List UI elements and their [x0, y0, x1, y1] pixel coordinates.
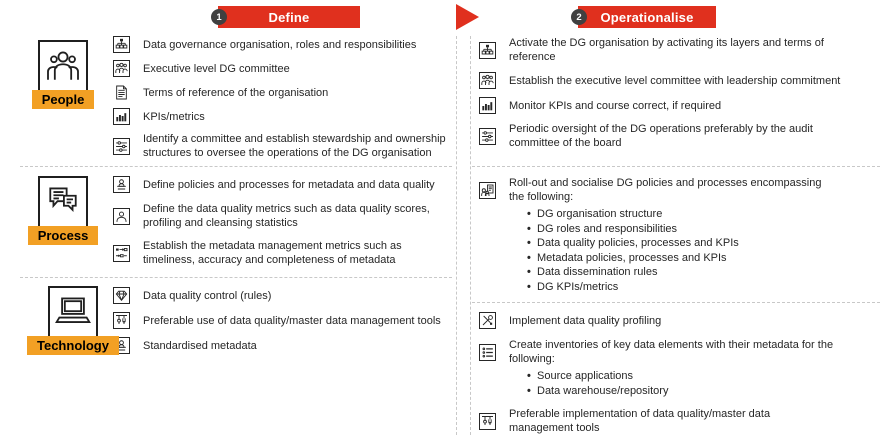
sliders-icon — [113, 138, 130, 155]
bullet-marker: • — [527, 266, 531, 278]
define-technology-section — [113, 287, 455, 354]
sliders-icon — [479, 128, 496, 145]
data-transform-icon — [113, 245, 130, 262]
stamp-icon — [113, 176, 130, 193]
bullet-marker: • — [527, 251, 531, 264]
item-text: Monitor KPIs and course correct, if required — [509, 99, 722, 112]
bullet-marker: • — [527, 208, 531, 220]
bullet-text: DG organisation structure — [537, 208, 663, 220]
list-item — [113, 337, 455, 354]
item-text: Periodic oversight of the DG operations preferably by the audit committee of the board — [509, 123, 813, 149]
item-text: Preferable use of data quality/master data management tools — [143, 314, 441, 327]
org-chart-icon — [479, 42, 496, 59]
bullet-list — [527, 369, 880, 398]
list-item — [479, 338, 880, 398]
speech-bubbles-icon — [38, 176, 88, 230]
list-item — [113, 36, 455, 53]
item-text: Define the data quality metrics such as data quality scores, profiling and cleansing statistics — [143, 203, 430, 229]
list-item — [113, 202, 455, 230]
row-divider — [20, 166, 452, 167]
presentation-icon — [479, 182, 496, 199]
bullet-marker: • — [527, 370, 531, 382]
list-item — [113, 108, 455, 125]
define-process-section — [113, 176, 455, 267]
item-text: Executive level DG committee — [143, 62, 290, 75]
hanging-tools-icon — [113, 312, 130, 329]
column-divider-right — [470, 36, 471, 435]
list-item — [479, 407, 880, 435]
list-item — [113, 60, 455, 77]
item-text: Data quality control (rules) — [143, 289, 272, 302]
phase-1-number-badge: 1 — [211, 9, 227, 25]
item-text: KPIs/metrics — [143, 110, 205, 123]
bullet-text: DG KPIs/metrics — [537, 280, 619, 293]
bullet-text: Data dissemination rules — [537, 266, 658, 278]
row-divider — [472, 302, 880, 303]
bullet-marker: • — [527, 222, 531, 235]
bullet-marker: • — [527, 280, 531, 293]
list-item — [113, 176, 455, 193]
define-people-section — [113, 36, 455, 160]
operationalise-technology-section — [479, 312, 880, 435]
item-text: Create inventories of key data elements with their metadata for the following: — [509, 339, 834, 365]
item-text: Data governance organisation, roles and responsibilities — [143, 38, 417, 51]
item-text: Identify a committee and establish stewardship and ownership structures to oversee the operations of the DG organisation — [143, 133, 446, 159]
list-item — [113, 239, 455, 267]
bar-chart-icon — [479, 97, 496, 114]
item-text: Roll-out and socialise DG policies and processes encompassing the following: — [509, 177, 822, 203]
person-icon — [113, 208, 130, 225]
bullet-text: DG roles and responsibilities — [537, 222, 678, 235]
column-divider-left — [456, 36, 457, 435]
item-text: Activate the DG organisation by activating its layers and terms of reference — [509, 37, 824, 63]
operationalise-process-section — [479, 176, 880, 294]
category-technology-label: Technology — [27, 336, 119, 355]
bullet-list — [527, 207, 880, 294]
list-item — [479, 122, 880, 150]
category-people-label: People — [32, 90, 95, 109]
operationalise-people-section — [479, 36, 880, 150]
list-item — [113, 287, 455, 304]
list-item — [113, 132, 455, 160]
diamond-icon — [113, 287, 130, 304]
category-process-label: Process — [28, 226, 99, 245]
item-text: Establish the metadata management metrics such as timeliness, accuracy and completeness of metadata — [143, 240, 402, 266]
checklist-icon — [479, 344, 496, 361]
org-chart-icon — [113, 36, 130, 53]
bullet-text: Metadata policies, processes and KPIs — [537, 251, 727, 264]
phase-arrow-icon — [456, 4, 479, 30]
item-text: Terms of reference of the organisation — [143, 86, 329, 99]
item-text: Implement data quality profiling — [509, 314, 662, 327]
bar-chart-icon — [113, 108, 130, 125]
item-text: Standardised metadata — [143, 339, 257, 352]
crossed-tools-icon — [479, 312, 496, 329]
phase-2-number-badge: 2 — [571, 9, 587, 25]
list-item — [479, 36, 880, 64]
list-item — [479, 176, 880, 294]
bullet-marker: • — [527, 237, 531, 249]
laptop-icon — [48, 286, 98, 340]
list-item — [113, 312, 455, 329]
list-item — [479, 97, 880, 114]
row-divider — [472, 166, 880, 167]
list-item — [113, 84, 455, 101]
list-item — [479, 312, 880, 329]
item-text: Define policies and processes for metadata and data quality — [143, 178, 435, 191]
item-text: Preferable implementation of data quality/master data management tools — [509, 408, 771, 434]
people-group-icon — [38, 40, 88, 94]
phase-operationalise-header: Operationalise — [578, 6, 716, 28]
list-item — [479, 72, 880, 89]
committee-icon — [113, 60, 130, 77]
row-divider — [20, 277, 452, 278]
phase-define-header: Define — [218, 6, 360, 28]
bullet-text: Data warehouse/repository — [537, 384, 669, 397]
committee-icon — [479, 72, 496, 89]
bullet-text: Data quality policies, processes and KPIs — [537, 237, 739, 249]
document-icon — [113, 84, 130, 101]
category-people — [3, 40, 123, 109]
hanging-tools-icon — [479, 413, 496, 430]
bullet-text: Source applications — [537, 370, 634, 382]
bullet-marker: • — [527, 384, 531, 397]
item-text: Establish the executive level committee with leadership commitment — [509, 74, 841, 87]
category-process — [3, 176, 123, 245]
